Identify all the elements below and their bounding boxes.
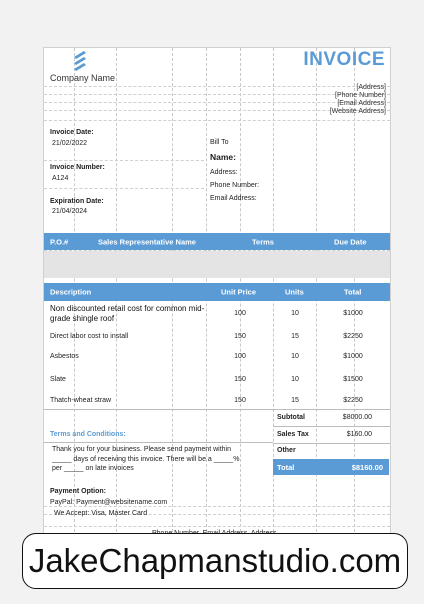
sales-rep-column-header: Sales Representative Name xyxy=(98,237,196,246)
totals-rule xyxy=(273,426,390,427)
company-name: Company Name xyxy=(50,73,116,83)
grid-line xyxy=(44,86,390,87)
item-total: $1000 xyxy=(343,353,363,360)
grid-line xyxy=(44,526,390,527)
bill-to-email-label: Email Address: xyxy=(210,195,257,202)
total-row xyxy=(273,459,389,475)
sales-tax-label: Sales Tax xyxy=(277,431,309,438)
email-line: [Email Address] xyxy=(337,100,386,107)
bill-to-heading: Bill To xyxy=(210,139,229,146)
terms-column-header: Terms xyxy=(252,237,274,246)
invoice-date-value: 21/02/2022 xyxy=(52,140,88,147)
item-units: 10 xyxy=(291,376,299,383)
grid-line xyxy=(44,506,390,507)
invoice-number-label: Invoice Number: xyxy=(50,164,105,171)
expiration-date-value: 21/04/2024 xyxy=(52,208,88,215)
item-units: 10 xyxy=(291,310,299,317)
item-description: Direct labor cost to install xyxy=(50,333,129,340)
grid-line xyxy=(44,188,204,189)
item-description: Non discounted retail cost for common mid-grade shingle roof xyxy=(50,304,205,323)
total-label: Total xyxy=(277,463,295,472)
paypal-line: PayPal: Payment@websitename.com xyxy=(50,499,168,506)
item-description: Asbestos xyxy=(50,353,79,360)
items-header-band xyxy=(44,283,390,301)
order-header-band xyxy=(44,233,390,250)
item-unit-price: 150 xyxy=(234,333,246,340)
total-value: $8160.00 xyxy=(351,463,383,472)
totals-rule xyxy=(273,443,390,444)
terms-text: Thank you for your business. Please send payment within _____ days of receiving this invoice. There will be a _____% per _____ on late invoices xyxy=(52,446,240,472)
item-total: $1000 xyxy=(343,310,363,317)
po-column-header: P.O.# xyxy=(50,237,69,246)
invoice-number-value: A124 xyxy=(52,175,69,182)
due-date-column-header: Due Date xyxy=(334,237,367,246)
order-details-row xyxy=(44,251,390,278)
bill-to-address-label: Address: xyxy=(210,169,238,176)
grid-line xyxy=(44,160,204,161)
units-column-header: Units xyxy=(285,287,304,297)
invoice-sheet xyxy=(43,47,391,543)
item-unit-price: 100 xyxy=(234,353,246,360)
bill-to-phone-label: Phone Number: xyxy=(210,182,260,189)
sales-tax-value: $160.00 xyxy=(346,431,372,438)
total-column-header: Total xyxy=(344,287,362,297)
item-units: 15 xyxy=(291,397,299,404)
item-unit-price: 100 xyxy=(234,310,246,317)
item-total: $1500 xyxy=(343,376,363,383)
terms-rule xyxy=(44,442,273,443)
expiration-date-label: Expiration Date: xyxy=(50,198,104,205)
address-line: [Address] xyxy=(356,84,386,91)
grid-line xyxy=(44,120,390,121)
item-units: 15 xyxy=(291,333,299,340)
invoice-date-label: Invoice Date: xyxy=(50,129,94,136)
invoice-title: INVOICE xyxy=(303,49,385,70)
website-line: [Website Address] xyxy=(329,108,386,115)
item-total: $2250 xyxy=(343,397,363,404)
watermark-banner xyxy=(22,533,408,589)
item-description: Thatch-wheat straw xyxy=(50,397,112,404)
unit-price-column-header: Unit Price xyxy=(221,287,257,297)
description-column-header: Description xyxy=(50,287,92,297)
other-label: Other xyxy=(277,447,296,454)
terms-title: Terms and Conditions: xyxy=(50,431,126,438)
phone-line: [Phone Number] xyxy=(335,92,386,99)
watermark-text: JakeChapmanstudio.com xyxy=(28,542,402,579)
subtotal-value: $8000.00 xyxy=(342,414,372,421)
item-description: Slate xyxy=(50,376,66,383)
accepted-cards-line: We Accept: Visa, Master Card xyxy=(54,510,148,517)
item-unit-price: 150 xyxy=(234,397,246,404)
item-total: $2250 xyxy=(343,333,363,340)
subtotal-label: Subtotal xyxy=(277,414,305,421)
company-logo xyxy=(70,50,90,72)
payment-option-label: Payment Option: xyxy=(50,488,107,495)
item-unit-price: 150 xyxy=(234,376,246,383)
bill-to-name-label: Name: xyxy=(210,152,236,162)
item-units: 10 xyxy=(291,353,299,360)
items-bottom-rule xyxy=(44,409,390,410)
